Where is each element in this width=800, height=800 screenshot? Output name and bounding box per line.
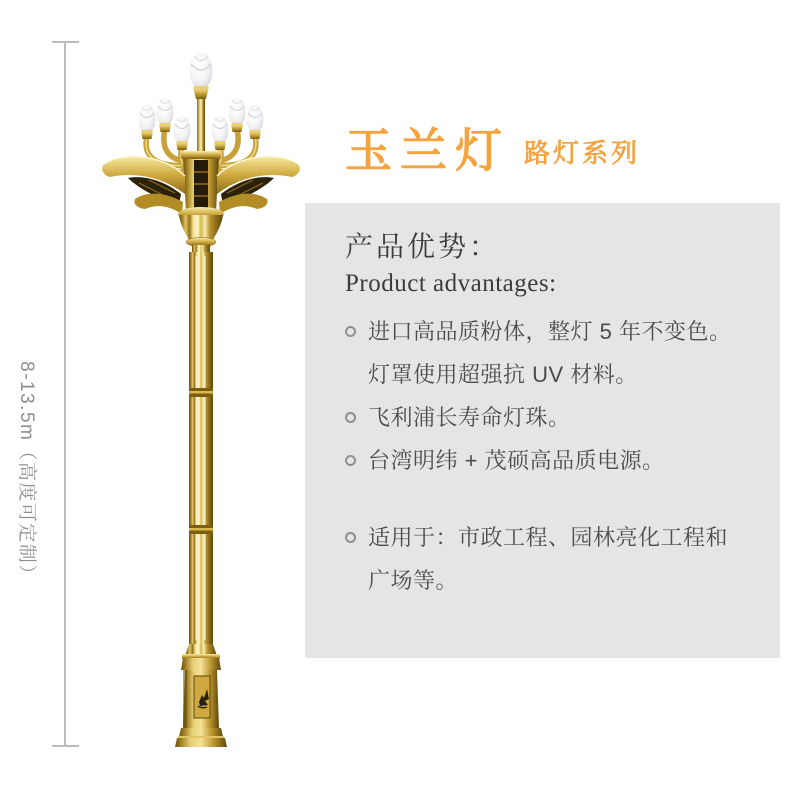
advantage-text: 适用于：市政工程、园林亮化工程和: [368, 525, 729, 550]
panel-heading-zh: 产品优势：: [345, 232, 501, 263]
product-series-label: 路灯系列: [524, 138, 641, 168]
dimension-tick-top: [52, 41, 79, 43]
advantage-item-continuation: [368, 559, 756, 602]
lamp-top-stem: [197, 96, 205, 158]
bullet-circle-icon: [345, 412, 356, 423]
advantages-list: [345, 310, 756, 602]
advantages-panel: [305, 203, 780, 658]
bullet-circle-icon: [345, 532, 356, 543]
advantage-text: 灯罩使用超强抗 UV 材料。: [368, 362, 638, 387]
magnolia-lamp-illustration: [95, 52, 307, 752]
advantage-text: 台湾明纬 + 茂硕高品质电源。: [368, 448, 665, 473]
advantage-text: 飞利浦长寿命灯珠。: [368, 405, 571, 430]
bullet-circle-icon: [345, 455, 356, 466]
product-title: 玉兰灯: [345, 126, 510, 178]
dimension-label: 8-13.5m（高度可定制）: [16, 361, 37, 585]
lamp-base: [175, 654, 227, 747]
advantage-text: 进口高品质粉体，整灯 5 年不变色。: [368, 319, 732, 344]
lamp-canopy: [102, 151, 300, 214]
panel-heading-en: Product advantages:: [345, 270, 557, 297]
advantage-item: [368, 310, 756, 353]
lamp-top-bulb: [190, 53, 213, 99]
advantage-item: [368, 396, 756, 439]
dimension-line: [64, 42, 66, 747]
advantage-item-continuation: [368, 353, 756, 396]
product-title-row: [345, 124, 640, 180]
bullet-circle-icon: [345, 326, 356, 337]
lamp-collar: [178, 207, 224, 253]
lamp-pole: [185, 252, 217, 656]
advantage-text: 广场等。: [368, 568, 459, 593]
advantage-item: [368, 439, 756, 482]
dimension-tick-bottom: [52, 745, 79, 747]
advantage-item: [368, 516, 756, 559]
